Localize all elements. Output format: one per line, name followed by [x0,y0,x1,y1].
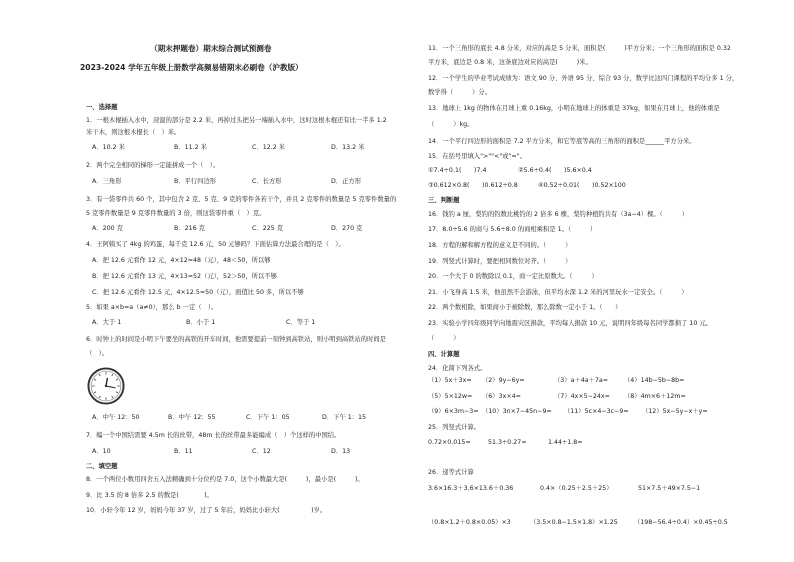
q4-text: 4．王阿姨买了 4kg 的鸡蛋，每千克 12.6 元，50 元够吗？下面估算方法最合理的是（ ）。 [86,241,345,248]
clock-icon [87,367,125,405]
section-fill-in: 二、填空题 [86,463,118,470]
q20-text[interactable]: 20．一个大于 0 的数除以 0.1，商一定比原数大。（ ） [428,273,598,280]
section-calc: 四、计算题 [428,351,460,358]
q1-option-c[interactable]: C．12.2 米 [252,144,286,151]
q26-text: 26．递等式计算 [428,469,474,476]
q8-text[interactable]: 8．一个两位小数用四舍五入法精确到十分位约是 7.0，这个小数最大是( )，最小是( )。 [86,476,364,483]
q26-item-3[interactable]: 51×7.5＋49×7.5−1 [638,485,701,492]
q15-item-3[interactable]: ③0.612×0.8( )0.612÷0.8 [428,182,518,189]
q7-text: 7．编一个中国结需要 4.5m 长的丝带，48m 长的丝带最多能编成（ ）个这样的中国结。 [86,432,341,439]
q22-text[interactable]: 22．两个数相除，如果商小于被除数，那么除数一定小于 1。（ ） [428,304,622,311]
q3-option-c[interactable]: C．225 克 [252,225,284,232]
q19-text[interactable]: 19．列竖式计算时，要把相同数位对齐。（ ） [428,258,572,265]
q7-option-d[interactable]: D．13 [331,448,351,455]
q3-line-2: 5 克零件数量是 9 克零件数量的 3 倍，则这袋零件重（ ）克。 [86,210,266,217]
q3-option-a[interactable]: A．200 克 [92,225,123,232]
q5-option-c[interactable]: C．等于 1 [286,319,316,326]
q10-text[interactable]: 10．小轩今年 12 岁，妈妈今年 37 岁，过了 5 年后，妈妈比小轩大( )岁。 [86,507,327,514]
q6-option-b[interactable]: B．中午 12：55 [168,414,216,421]
q12-line-1[interactable]: 12．一个学生的毕业考试成绩为：语文 90 分、外语 95 分、综合 93 分，数学比这四门课程的平均分多 1 分， [428,75,739,82]
q26-item-2[interactable]: 0.4×（0.25＋2.5＋25） [540,485,613,492]
q1-option-a[interactable]: A．10.2 米 [92,144,125,151]
q2-option-b[interactable]: B．平行四边形 [174,178,217,185]
q18-text[interactable]: 18．方程的解和解方程的意义是不同的。（ ） [428,242,572,249]
q24-item-6[interactable]: （6）3x×4= [482,393,521,400]
q12-line-2[interactable]: 数学得（ ）分。 [428,89,491,96]
q26-item-4[interactable]: （0.8×1.2＋0.8×0.05）×3 [428,519,511,526]
q15-item-4[interactable]: ④0.52÷0.01( )0.52×100 [538,182,626,189]
q26-item-1[interactable]: 3.6×16.3＋3.6×13.6＋0.36 [428,485,514,492]
q24-item-4[interactable]: （4）14b−5b−8b= [624,377,685,384]
title-line-2: 2023-2024 学年五年级上册数学高频易错期末必刷卷（沪教版） [80,63,303,72]
title-line-1: （期末押题卷）期末综合测试预测卷 [150,44,272,53]
q26-item-6[interactable]: （198−56.4÷0.4）×0.45÷0.5 [634,519,728,526]
q24-item-12[interactable]: （12）5x−5y−x＋y= [642,408,708,415]
q24-item-7[interactable]: （7）4x×5−24x= [554,393,610,400]
q26-item-5[interactable]: （3.5×0.8−1.5×1.8）×1.25 [530,519,618,526]
q3-line-1: 3．有一袋零件共 60 个，其中包含 2 克、5 克、9 克的零件各若干个，并且 2 克零件的数量是 5 克零件数量的 [86,196,397,203]
q24-item-9[interactable]: （9）6×3m−3= [428,408,479,415]
q24-item-2[interactable]: （2）9y−6y= [482,377,525,384]
q6-option-a[interactable]: A．中午 12：50 [92,414,140,421]
q15-item-2[interactable]: ②5.6÷0.4( )5.6×0.4 [518,167,592,174]
q6-option-d[interactable]: D．下午 1：15 [322,414,367,421]
q5-text: 5．如果 a×b=a（a≠0），那么 b 一定（ ）。 [86,304,218,311]
q3-option-d[interactable]: D．270 克 [331,225,363,232]
q6-line-2: （ ）。 [86,350,109,357]
q2-option-a[interactable]: A．三角形 [92,178,122,185]
q9-text[interactable]: 9．比 3.5 的 8 倍多 2.5 的数是( )。 [86,492,213,499]
q7-option-c[interactable]: C．12 [252,448,271,455]
section-judge: 三、判断题 [428,197,460,204]
q13-line-2[interactable]: （ ）kg。 [428,121,474,128]
q6-option-c[interactable]: C．下午 1：05 [246,414,290,421]
q7-option-a[interactable]: A．10 [92,448,111,455]
q11-line-1[interactable]: 11．一个三角形的底长 4.8 分米，对应的高是 5 分米，面积是( )平方分米；一个三角形的面积是 0.32 [428,45,731,52]
q7-option-b[interactable]: B．11 [174,448,193,455]
q6-line-1: 6．时钟上的时间是小明下午要坐的高铁的开车时间，他需要提前一刻钟到高铁站，则小明到高铁站的时间是 [86,336,386,343]
q1-line-2: 米干木，则这根木棍长（ ）米。 [86,129,181,136]
q23-line-1[interactable]: 23．实验小学四年级同学向地震灾区捐款，平均每人捐款 10 元，说明四年级每名同学都捐了 10 元。 [428,320,712,327]
q4-option-b[interactable]: B．把 12.6 元看作 13 元，4×13=52（元），52＞50，所以不够 [92,273,277,280]
section-choice: 一、选择题 [86,104,118,111]
q4-option-a[interactable]: A．把 12.6 元看作 12 元，4×12=48（元），48＜50，所以够 [92,257,271,264]
q24-item-10[interactable]: （10）3n×7−45n−9= [482,408,552,415]
q2-option-d[interactable]: D．正方形 [331,178,362,185]
q24-text: 24．化简下列各式。 [428,365,487,372]
q21-text[interactable]: 21．小飞身高 1.5 米，他虽然不会游泳，但平均水深 1.2 米的河里玩水一定安全。（ ） [428,289,688,296]
q1-line-1: 1．一根木棍插入水中，浸湿的部分是 2.2 米，再掉过头把另一端插入水中，这时这根木棍还有比一半多 1.2 [86,117,387,124]
q13-line-1[interactable]: 13．地球上 1kg 的物体在月球上重 0.16kg，小明在地球上的体重是 37kg，如果在月球上，他的体重是 [428,105,720,112]
q11-line-2[interactable]: 平方米，底边是 0.8 米，这条底边对应的高是( )米。 [428,59,592,66]
q14-text[interactable]: 14．一个平行四边形的面积是 7.2 平方分米，和它等底等高的三角形的面积是______平方分米。 [428,138,696,145]
q24-item-3[interactable]: （3）a＋4a＋7a= [554,377,609,384]
q25-item-1[interactable]: 0.72×0.015= [428,439,471,446]
q3-option-b[interactable]: B．216 克 [174,225,205,232]
q5-option-a[interactable]: A．大于 1 [92,319,122,326]
q24-item-5[interactable]: （5）5×12w= [428,393,473,400]
q15-item-1[interactable]: ①7.4÷0.1( )7.4 [428,167,487,174]
q2-option-c[interactable]: C．长方形 [252,178,282,185]
q1-option-b[interactable]: B．11.2 米 [174,144,207,151]
q15-text: 15．在括号里填入">""<"或"="。 [428,153,526,160]
q24-item-1[interactable]: （1）5x＋3x= [428,377,472,384]
q25-item-2[interactable]: 51.3÷0.27= [488,439,527,446]
q4-option-c[interactable]: C．把 12.6 元看作 12.5 元，4×12.5=50（元），面值比 50 多，所以不够 [92,289,304,296]
q25-text: 25．列竖式计算。 [428,424,481,431]
q23-line-2[interactable]: （ ） [428,335,460,342]
q24-item-11[interactable]: （11）5c×4−3c−9= [564,408,629,415]
q5-option-b[interactable]: B．小于 1 [186,319,216,326]
q16-text[interactable]: 16．钱钓 a 厘，梨钓的钓数比桃钓的 2 倍多 6 棵，梨钓种植钓共有（3a−4）棵。（ ） [428,211,688,218]
q17-text[interactable]: 17．8.0÷5.6 的商与 5.6÷8.0 的商相乘积是 1。（ ） [428,226,597,233]
q25-item-3[interactable]: 1.44÷1.8= [548,439,583,446]
q24-item-8[interactable]: （8）4m×6＋12m= [624,393,686,400]
q1-option-d[interactable]: D．13.2 米 [331,144,365,151]
q2-text: 2．两个完全相同的梯形一定能拼成一个（ ）。 [86,162,220,169]
